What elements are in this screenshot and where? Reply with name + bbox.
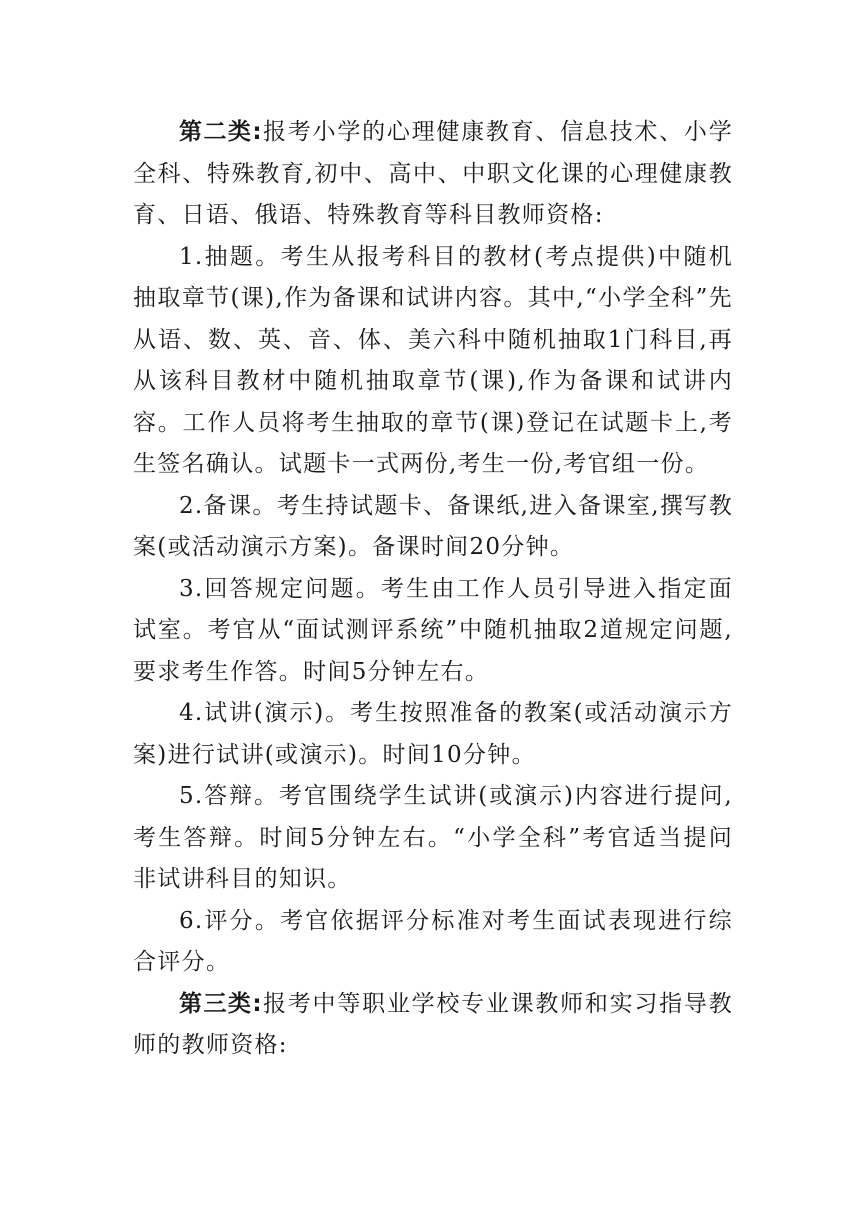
step-lesson-prep: 2.备课。考生持试题卡、备课纸,进入备课室,撰写教案(或活动演示方案)。备课时间20分钟。	[133, 492, 733, 560]
step-defense: 5.答辩。考官围绕学生试讲(或演示)内容进行提问,考生答辩。时间5分钟左右。“小学全科”考官适当提问非试讲科目的知识。	[133, 783, 733, 892]
step-draw-questions: 1.抽题。考生从报考科目的教材(考点提供)中随机抽取章节(课),作为备课和试讲内容。其中,“小学全科”先从语、数、英、音、体、美六科中随机抽取1门科目,再从该科目教材中随机抽取章节(课),作为备课和试讲内容。工作人员将考生抽取的章节(课)登记在试题卡上,考生签名确认。试题卡一式两份,考生一份,考官组一份。	[133, 243, 733, 477]
section3-label: 第三类:	[179, 990, 263, 1017]
section3-paragraph	[133, 984, 733, 1067]
step-trial-lecture: 4.试讲(演示)。考生按照准备的教案(或活动演示方案)进行试讲(或演示)。时间10分钟。	[133, 700, 733, 768]
step-scoring: 6.评分。考官依据评分标准对考生面试表现进行综合评分。	[133, 907, 733, 975]
section2-text: 报考小学的心理健康教育、信息技术、小学全科、特殊教育,初中、高中、中职文化课的心理健康教育、日语、俄语、特殊教育等科目教师资格:	[133, 119, 733, 228]
section2-label: 第二类:	[179, 119, 263, 145]
section3-text: 报考中等职业学校专业课教师和实习指导教师的教师资格:	[133, 990, 733, 1058]
section2-paragraph	[133, 112, 733, 237]
step-answer-questions: 3.回答规定问题。考生由工作人员引导进入指定面试室。考官从“面试测评系统”中随机抽取2道规定问题,要求考生作答。时间5分钟左右。	[133, 575, 733, 685]
document-body	[133, 112, 733, 1067]
